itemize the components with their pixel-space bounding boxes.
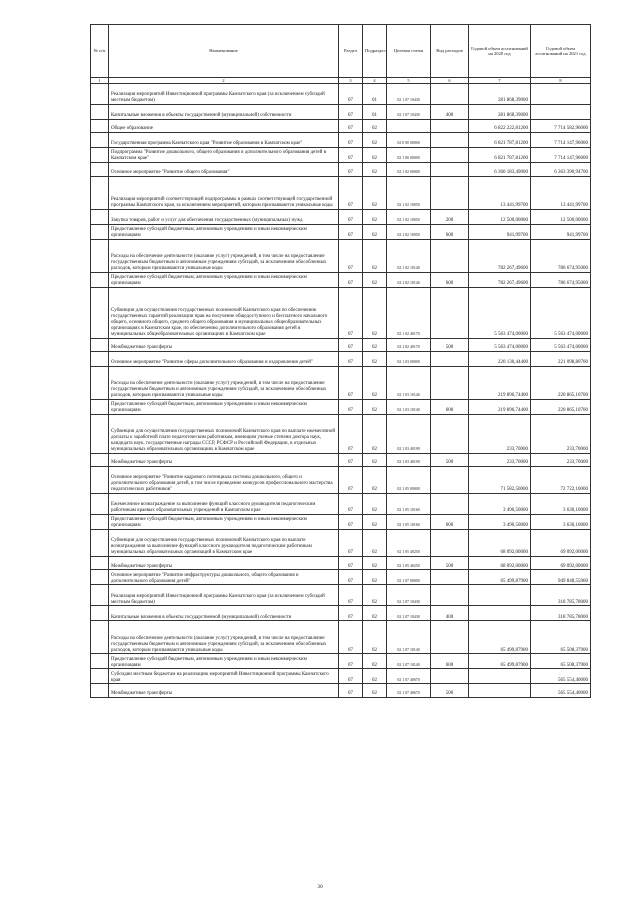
row-razdel-cell: 07 <box>339 570 363 585</box>
row-razdel-cell: 07 <box>339 84 363 105</box>
row-csr-cell: 02 1 02 40170 <box>387 287 431 338</box>
row-podrazdel-cell: 02 <box>363 453 387 466</box>
table-row <box>91 654 591 669</box>
header-num: № п/п <box>91 25 109 78</box>
row-2021-cell <box>531 84 591 105</box>
row-vr-cell: 500 <box>431 338 469 351</box>
row-2020-cell: 281 868,39000 <box>469 105 531 120</box>
row-name-cell: Подпрограмма "Развитие дошкольного, общего образования и дополнительного образования детей в Камчатском крае" <box>109 148 339 163</box>
row-2020-cell: 68 092,00000 <box>469 557 531 570</box>
row-num-cell <box>91 669 109 684</box>
row-num-cell <box>91 414 109 453</box>
row-2021-cell: 233,70000 <box>531 453 591 466</box>
row-name-cell: Субвенции для осуществления государственных полномочий Камчатского края по выплате вознаграждения за выполнение функций классного руководителя педагогическим работникам муниципальных образовательных организаций в Камчатском крае <box>109 530 339 557</box>
table-row <box>91 176 591 209</box>
row-csr-cell: 02 1 03 00000 <box>387 351 431 366</box>
row-podrazdel-cell: 02 <box>363 120 387 133</box>
row-2021-cell <box>531 105 591 120</box>
row-name-cell: Основное мероприятие "Развитие сферы дополнительного образования и оздоровления детей" <box>109 351 339 366</box>
row-num-cell <box>91 148 109 163</box>
row-num-cell <box>91 557 109 570</box>
row-vr-cell: 200 <box>431 209 469 224</box>
row-name-cell: Основное мероприятие "Развитие инфраструктуры дошкольного, общего образования и дополнительного образования детей" <box>109 570 339 585</box>
row-vr-cell: 400 <box>431 105 469 120</box>
row-podrazdel-cell: 02 <box>363 148 387 163</box>
row-vr-cell <box>431 414 469 453</box>
table-row <box>91 105 591 120</box>
row-csr-cell: 02 1 05 00000 <box>387 467 431 494</box>
row-podrazdel-cell: 02 <box>363 585 387 606</box>
row-podrazdel-cell: 02 <box>363 515 387 530</box>
row-razdel-cell: 07 <box>339 453 363 466</box>
row-2020-cell: 65 499,87900 <box>469 621 531 654</box>
table-row <box>91 133 591 148</box>
table-body <box>91 84 591 698</box>
row-num-cell <box>91 272 109 287</box>
row-num-cell <box>91 338 109 351</box>
row-razdel-cell: 07 <box>339 148 363 163</box>
row-name-cell: Расходы на обеспечение деятельности (оказание услуг) учреждений, в том числе на предоставление государственным бюджетным и автономным учреждениям субсидий, за исключением обособленных расходов, которым присваиваются уникальные коды <box>109 239 339 272</box>
row-razdel-cell: 07 <box>339 399 363 414</box>
row-csr-cell: 02 1 07 10430 <box>387 585 431 606</box>
row-2020-cell: 219 896,74400 <box>469 399 531 414</box>
row-podrazdel-cell: 02 <box>363 224 387 239</box>
row-num-cell <box>91 494 109 515</box>
row-podrazdel-cell: 02 <box>363 176 387 209</box>
row-2020-cell <box>469 585 531 606</box>
header-2020: Годовой объем ассигнований на 2020 год <box>469 25 531 78</box>
row-2021-cell: 69 092,00000 <box>531 557 591 570</box>
row-2021-cell: 7 714 582,96000 <box>531 120 591 133</box>
row-vr-cell: 600 <box>431 224 469 239</box>
header-razdel: Раздел <box>339 25 363 78</box>
row-2021-cell: 786 674,95000 <box>531 272 591 287</box>
row-vr-cell <box>431 570 469 585</box>
row-2020-cell: 233,70000 <box>469 453 531 466</box>
row-name-cell: Предоставление субсидий бюджетным, автономным учреждениям и иным некоммерческим организациям <box>109 224 339 239</box>
table-row <box>91 585 591 606</box>
row-2021-cell: 12 500,00000 <box>531 209 591 224</box>
row-razdel-cell: 07 <box>339 585 363 606</box>
row-2020-cell: 782 267,49600 <box>469 239 531 272</box>
row-razdel-cell: 07 <box>339 176 363 209</box>
table-row <box>91 272 591 287</box>
table-row <box>91 621 591 654</box>
row-2021-cell: 6 363 390,94700 <box>531 163 591 176</box>
table-row <box>91 224 591 239</box>
row-csr-cell: 02 1 00 00000 <box>387 148 431 163</box>
row-num-cell <box>91 366 109 399</box>
row-razdel-cell: 07 <box>339 366 363 399</box>
row-razdel-cell: 07 <box>339 621 363 654</box>
table-row <box>91 669 591 684</box>
row-num-cell <box>91 224 109 239</box>
row-2021-cell: 69 092,00000 <box>531 530 591 557</box>
row-razdel-cell: 07 <box>339 239 363 272</box>
row-num-cell <box>91 530 109 557</box>
table-row <box>91 606 591 621</box>
row-razdel-cell: 07 <box>339 272 363 287</box>
row-csr-cell: 02 1 03 40190 <box>387 414 431 453</box>
row-name-cell: Межбюджетные трансферты <box>109 684 339 697</box>
row-podrazdel-cell: 02 <box>363 366 387 399</box>
row-podrazdel-cell: 01 <box>363 84 387 105</box>
table-header <box>91 25 591 84</box>
row-podrazdel-cell: 02 <box>363 209 387 224</box>
row-2021-cell: 3 630,10000 <box>531 494 591 515</box>
budget-table <box>90 24 591 698</box>
row-2021-cell: 65 508,37900 <box>531 621 591 654</box>
row-razdel-cell: 07 <box>339 684 363 697</box>
row-2020-cell: 5 563 474,00000 <box>469 287 531 338</box>
row-2020-cell: 6 821 787,81200 <box>469 133 531 148</box>
row-podrazdel-cell: 02 <box>363 414 387 453</box>
row-podrazdel-cell: 02 <box>363 669 387 684</box>
table-row <box>91 163 591 176</box>
table-row <box>91 684 591 697</box>
row-podrazdel-cell: 02 <box>363 272 387 287</box>
row-vr-cell: 500 <box>431 557 469 570</box>
row-2020-cell: 68 092,00000 <box>469 530 531 557</box>
row-2021-cell: 3 630,10000 <box>531 515 591 530</box>
row-2020-cell <box>469 669 531 684</box>
row-vr-cell: 400 <box>431 606 469 621</box>
row-vr-cell: 500 <box>431 684 469 697</box>
row-podrazdel-cell: 02 <box>363 133 387 148</box>
table-row <box>91 351 591 366</box>
row-razdel-cell: 07 <box>339 414 363 453</box>
row-2020-cell: 220 130,44400 <box>469 351 531 366</box>
row-name-cell: Межбюджетные трансферты <box>109 453 339 466</box>
row-podrazdel-cell: 02 <box>363 494 387 515</box>
table-row <box>91 209 591 224</box>
table-row <box>91 120 591 133</box>
row-num-cell <box>91 654 109 669</box>
row-csr-cell: 02 1 07 10430 <box>387 606 431 621</box>
row-podrazdel-cell: 02 <box>363 621 387 654</box>
table-row <box>91 287 591 338</box>
row-2021-cell: 318 785,78000 <box>531 606 591 621</box>
row-name-cell: Реализация мероприятий Инвестиционной программы Камчатского края (за исключением субсидий местным бюджетам) <box>109 585 339 606</box>
row-vr-cell <box>431 287 469 338</box>
row-num-cell <box>91 515 109 530</box>
row-2020-cell: 6 822 222,81200 <box>469 120 531 133</box>
row-razdel-cell: 07 <box>339 530 363 557</box>
row-num-cell <box>91 351 109 366</box>
row-csr-cell: 02 1 02 00000 <box>387 163 431 176</box>
table-row <box>91 239 591 272</box>
row-name-cell: Капитальные вложения в объекты государственной (муниципальной) собственности <box>109 105 339 120</box>
row-podrazdel-cell: 02 <box>363 287 387 338</box>
row-vr-cell <box>431 366 469 399</box>
row-razdel-cell: 07 <box>339 351 363 366</box>
row-vr-cell <box>431 467 469 494</box>
row-num-cell <box>91 287 109 338</box>
row-csr-cell: 02 1 07 40670 <box>387 669 431 684</box>
row-2020-cell: 65 499,87900 <box>469 654 531 669</box>
row-num-cell <box>91 399 109 414</box>
row-2020-cell: 3 490,50000 <box>469 515 531 530</box>
row-vr-cell <box>431 239 469 272</box>
row-name-cell: Предоставление субсидий бюджетным, автономным учреждениям и иным некоммерческим организациям <box>109 515 339 530</box>
column-number: 7 <box>469 78 531 84</box>
row-vr-cell: 500 <box>431 453 469 466</box>
row-2020-cell: 782 267,49600 <box>469 272 531 287</box>
row-2020-cell: 3 490,50000 <box>469 494 531 515</box>
row-2020-cell <box>469 684 531 697</box>
row-razdel-cell: 07 <box>339 224 363 239</box>
row-2021-cell: 65 508,37900 <box>531 654 591 669</box>
row-csr-cell: 02 1 07 10140 <box>387 621 431 654</box>
row-2020-cell: 281 868,39000 <box>469 84 531 105</box>
row-podrazdel-cell: 01 <box>363 105 387 120</box>
row-2021-cell: 5 563 474,00000 <box>531 287 591 338</box>
row-podrazdel-cell: 02 <box>363 239 387 272</box>
row-2021-cell: 7 714 147,96000 <box>531 148 591 163</box>
row-2021-cell: 565 554,40000 <box>531 669 591 684</box>
row-name-cell: Предоставление субсидий бюджетным, автономным учреждениям и иным некоммерческим организациям <box>109 272 339 287</box>
row-name-cell: Расходы на обеспечение деятельности (оказание услуг) учреждений, в том числе на предоставление государственным бюджетным и автономным учреждениям субсидий, за исключением обособленных расходов, которым присваиваются уникальные коды <box>109 621 339 654</box>
row-num-cell <box>91 585 109 606</box>
row-2020-cell: 65 499,87900 <box>469 570 531 585</box>
row-name-cell: Закупка товаров, работ и услуг для обеспечения государственных (муниципальных) нужд <box>109 209 339 224</box>
page-number: 30 <box>317 884 323 890</box>
row-razdel-cell: 07 <box>339 467 363 494</box>
row-2021-cell: 7 714 147,96000 <box>531 133 591 148</box>
row-vr-cell: 600 <box>431 272 469 287</box>
column-number: 1 <box>91 78 109 84</box>
row-2020-cell: 219 896,74400 <box>469 366 531 399</box>
row-vr-cell: 600 <box>431 399 469 414</box>
row-vr-cell <box>431 148 469 163</box>
table-row <box>91 494 591 515</box>
row-razdel-cell: 07 <box>339 606 363 621</box>
column-number: 5 <box>387 78 431 84</box>
table-row <box>91 467 591 494</box>
row-num-cell <box>91 453 109 466</box>
table-row <box>91 84 591 105</box>
header-vr: Вид расходов <box>431 25 469 78</box>
row-podrazdel-cell: 02 <box>363 606 387 621</box>
row-2021-cell: 233,70000 <box>531 414 591 453</box>
row-razdel-cell: 07 <box>339 654 363 669</box>
row-num-cell <box>91 84 109 105</box>
row-num-cell <box>91 570 109 585</box>
row-podrazdel-cell: 02 <box>363 351 387 366</box>
row-razdel-cell: 07 <box>339 287 363 338</box>
row-name-cell: Субсидии местным бюджетам на реализацию мероприятий Инвестиционной программы Камчатского края <box>109 669 339 684</box>
table-row <box>91 557 591 570</box>
row-num-cell <box>91 606 109 621</box>
row-csr-cell: 02 1 03 10140 <box>387 366 431 399</box>
row-vr-cell <box>431 585 469 606</box>
row-podrazdel-cell: 02 <box>363 557 387 570</box>
row-csr-cell: 02 1 07 10430 <box>387 105 431 120</box>
row-razdel-cell: 07 <box>339 209 363 224</box>
row-name-cell: Капитальные вложения в объекты государственной (муниципальной) собственности <box>109 606 339 621</box>
row-csr-cell: 02 1 02 10140 <box>387 272 431 287</box>
row-2021-cell: 220 865,10700 <box>531 366 591 399</box>
row-num-cell <box>91 105 109 120</box>
row-num-cell <box>91 684 109 697</box>
row-2020-cell: 13 441,99700 <box>469 176 531 209</box>
row-num-cell <box>91 239 109 272</box>
row-razdel-cell: 07 <box>339 133 363 148</box>
row-podrazdel-cell: 02 <box>363 570 387 585</box>
row-vr-cell <box>431 84 469 105</box>
row-name-cell: Основное мероприятие "Развитие общего образования" <box>109 163 339 176</box>
row-csr-cell: 02 1 05 10160 <box>387 494 431 515</box>
row-podrazdel-cell: 02 <box>363 467 387 494</box>
row-2021-cell: 565 554,40000 <box>531 684 591 697</box>
row-vr-cell <box>431 669 469 684</box>
row-2021-cell: 72 722,10000 <box>531 467 591 494</box>
row-2021-cell: 13 441,99700 <box>531 176 591 209</box>
table-row <box>91 453 591 466</box>
row-2020-cell <box>469 606 531 621</box>
row-vr-cell: 600 <box>431 654 469 669</box>
row-2021-cell: 949 848,55960 <box>531 570 591 585</box>
row-vr-cell <box>431 120 469 133</box>
row-csr-cell: 02 1 02 10050 <box>387 224 431 239</box>
row-num-cell <box>91 467 109 494</box>
row-podrazdel-cell: 02 <box>363 338 387 351</box>
row-2021-cell: 318 785,78000 <box>531 585 591 606</box>
row-2020-cell: 71 582,50000 <box>469 467 531 494</box>
table-row <box>91 414 591 453</box>
row-name-cell: Реализация мероприятий Инвестиционной программы Камчатского края (за исключением субсидий местным бюджетам) <box>109 84 339 105</box>
row-num-cell <box>91 133 109 148</box>
row-2020-cell: 12 500,00000 <box>469 209 531 224</box>
row-name-cell: Межбюджетные трансферты <box>109 338 339 351</box>
row-podrazdel-cell: 02 <box>363 399 387 414</box>
row-csr-cell: 02 1 05 10160 <box>387 515 431 530</box>
header-name: Наименование <box>109 25 339 78</box>
row-2021-cell: 941,99700 <box>531 224 591 239</box>
row-name-cell: Субвенции для осуществления государственных полномочий Камчатского края по обеспечению государственных гарантий реализации прав на получение общедоступного и бесплатного начального общего, основного общего, среднего общего образования в муниципальных общеобразовательных организациях в Камчатском крае, по обеспечению дополнительного образования детей в муниципальных общеобразовательных организациях в Камчатском крае <box>109 287 339 338</box>
row-name-cell: Предоставление субсидий бюджетным, автономным учреждениям и иным некоммерческим организациям <box>109 654 339 669</box>
row-razdel-cell: 07 <box>339 105 363 120</box>
row-csr-cell: 02 1 03 40190 <box>387 453 431 466</box>
table-row <box>91 338 591 351</box>
table-row <box>91 366 591 399</box>
table-row <box>91 530 591 557</box>
row-csr-cell <box>387 120 431 133</box>
column-number: 3 <box>339 78 363 84</box>
row-2020-cell: 233,70000 <box>469 414 531 453</box>
row-num-cell <box>91 209 109 224</box>
row-2021-cell: 786 674,95000 <box>531 239 591 272</box>
row-vr-cell <box>431 351 469 366</box>
row-name-cell: Ежемесячное вознаграждение за выполнение функций классного руководителя педагогическим работникам краевых образовательных учреждений в Камчатском крае <box>109 494 339 515</box>
row-razdel-cell: 07 <box>339 494 363 515</box>
row-vr-cell <box>431 621 469 654</box>
table-row <box>91 570 591 585</box>
row-name-cell: Реализация мероприятий соответствующей подпрограммы в рамках соответствующей государственной программы Камчатского края, за исключением мероприятий, которым присваиваются уникальные коды <box>109 176 339 209</box>
row-csr-cell: 02 1 07 40670 <box>387 684 431 697</box>
row-razdel-cell: 07 <box>339 669 363 684</box>
row-2020-cell: 5 563 474,00000 <box>469 338 531 351</box>
column-number: 2 <box>109 78 339 84</box>
row-csr-cell: 02 1 03 10140 <box>387 399 431 414</box>
row-podrazdel-cell: 02 <box>363 163 387 176</box>
row-csr-cell: 02 1 07 10140 <box>387 654 431 669</box>
row-name-cell: Основное мероприятие "Развитие кадрового потенциала системы дошкольного, общего и дополнительного образования детей, в том числе проведение конкурсов профессионального мастерства педагогических работников" <box>109 467 339 494</box>
row-2021-cell: 221 098,80700 <box>531 351 591 366</box>
row-vr-cell <box>431 494 469 515</box>
row-vr-cell <box>431 133 469 148</box>
row-2020-cell: 6 821 787,81200 <box>469 148 531 163</box>
row-csr-cell: 02 1 02 10050 <box>387 209 431 224</box>
row-csr-cell: 02 1 07 00000 <box>387 570 431 585</box>
row-razdel-cell: 07 <box>339 163 363 176</box>
column-number: 6 <box>431 78 469 84</box>
row-num-cell <box>91 176 109 209</box>
row-vr-cell <box>431 163 469 176</box>
row-csr-cell: 02 1 05 40250 <box>387 530 431 557</box>
row-name-cell: Государственная программа Камчатского края "Развитие образования в Камчатском крае" <box>109 133 339 148</box>
header-csr: Целевая статья <box>387 25 431 78</box>
table-row <box>91 399 591 414</box>
row-csr-cell: 02 1 02 10140 <box>387 239 431 272</box>
row-name-cell: Расходы на обеспечение деятельности (оказание услуг) учреждений, в том числе на предоставление государственным бюджетным и автономным учреждениям субсидий, за исключением обособленных расходов, которым присваиваются уникальные коды <box>109 366 339 399</box>
row-vr-cell <box>431 176 469 209</box>
row-podrazdel-cell: 02 <box>363 530 387 557</box>
row-csr-cell: 02 1 07 10430 <box>387 84 431 105</box>
row-csr-cell: 02 1 05 40250 <box>387 557 431 570</box>
row-vr-cell <box>431 530 469 557</box>
column-number: 4 <box>363 78 387 84</box>
row-razdel-cell: 07 <box>339 557 363 570</box>
row-csr-cell: 02 0 00 00000 <box>387 133 431 148</box>
header-podrazdel: Подраздел <box>363 25 387 78</box>
row-2021-cell: 5 563 474,00000 <box>531 338 591 351</box>
budget-document-sheet <box>90 24 590 698</box>
row-2020-cell: 941,99700 <box>469 224 531 239</box>
row-csr-cell: 02 1 02 10050 <box>387 176 431 209</box>
column-number: 8 <box>531 78 591 84</box>
row-podrazdel-cell: 02 <box>363 654 387 669</box>
row-name-cell: Субвенции для осуществления государственных полномочий Камчатского края по выплате ежемесячной доплаты к заработной плате педагогическим работникам, имеющим ученые степени доктора наук, кандидата наук, государственные награды СССР, РСФСР и Российской Федерации, в отдельных муниципальных образовательных организациях в Камчатском крае <box>109 414 339 453</box>
row-csr-cell: 02 1 02 40170 <box>387 338 431 351</box>
table-row <box>91 148 591 163</box>
row-name-cell: Предоставление субсидий бюджетным, автономным учреждениям и иным некоммерческим организациям <box>109 399 339 414</box>
row-podrazdel-cell: 02 <box>363 684 387 697</box>
table-row <box>91 515 591 530</box>
row-razdel-cell: 07 <box>339 120 363 133</box>
row-2021-cell: 220 865,10700 <box>531 399 591 414</box>
row-vr-cell: 600 <box>431 515 469 530</box>
row-razdel-cell: 07 <box>339 515 363 530</box>
row-name-cell: Общее образование <box>109 120 339 133</box>
row-name-cell: Межбюджетные трансферты <box>109 557 339 570</box>
row-num-cell <box>91 163 109 176</box>
row-num-cell <box>91 120 109 133</box>
header-2021: Годовой объем ассигнований на 2021 год <box>531 25 591 78</box>
row-razdel-cell: 07 <box>339 338 363 351</box>
row-num-cell <box>91 621 109 654</box>
row-2020-cell: 6 360 183,49000 <box>469 163 531 176</box>
